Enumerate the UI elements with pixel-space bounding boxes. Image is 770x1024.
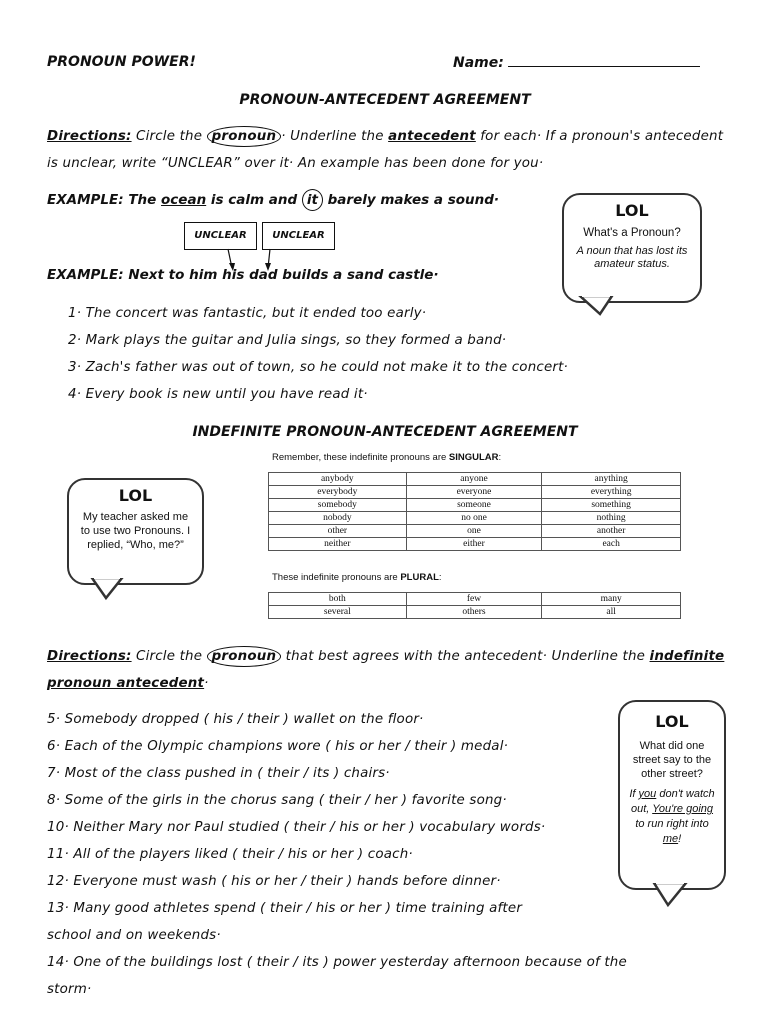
directions-text: Circle the (131, 129, 207, 144)
plural-pronoun-table (268, 592, 681, 619)
pronoun-cell: another (542, 525, 681, 538)
bubble-1-tail (578, 296, 618, 318)
lol-heading: LOL (118, 486, 153, 505)
exercise-item-continuation: school and on weekends· (47, 928, 221, 943)
example-text: builds a sand castle· (277, 267, 439, 283)
pronoun-cell: either (406, 538, 542, 551)
pronoun-cell: no one (406, 512, 542, 525)
pronoun-cell: anybody (269, 473, 407, 486)
pronoun-cell: other (269, 525, 407, 538)
note-text: These indefinite pronouns are (272, 572, 401, 583)
worksheet-title: PRONOUN POWER! (47, 54, 196, 70)
pronoun-cell: neither (269, 538, 407, 551)
note-keyword: PLURAL (400, 572, 439, 583)
joke-text-underlined: You're going (652, 803, 714, 815)
lol-bubble-2 (67, 478, 204, 585)
example-label: EXAMPLE: (47, 192, 124, 208)
bubble-3-tail (652, 883, 692, 909)
pronoun-table-row (269, 606, 681, 619)
pronoun-cell: both (269, 593, 407, 606)
pronoun-table-row (269, 538, 681, 551)
exercise-item: 1· The concert was fantastic, but it ended too early· (68, 306, 427, 321)
pronoun-cell: someone (406, 499, 542, 512)
bubble-2-tail (90, 578, 130, 602)
tail-mask (656, 883, 684, 884)
lol-bubble-3 (618, 700, 726, 890)
pronoun-cell: somebody (269, 499, 407, 512)
example-antecedent: dad (249, 267, 278, 283)
directions-1-line2: is unclear, write “UNCLEAR” over it· An example has been done for you· (47, 156, 544, 171)
tail-mask (582, 296, 610, 297)
directions-label: Directions: (47, 129, 132, 144)
note-text: : (438, 572, 442, 583)
exercise-item: 6· Each of the Olympic champions wore ( his or her / their ) medal· (47, 739, 509, 754)
exercise-item: 11· All of the players liked ( their / his or her ) coach· (47, 847, 413, 862)
lol-bubble-1 (562, 193, 702, 303)
tail-shape (92, 578, 122, 598)
exercise-item: 5· Somebody dropped ( his / their ) wallet on the floor· (47, 712, 424, 727)
pronoun-table-row (269, 525, 681, 538)
directions-2 (47, 643, 727, 697)
pronoun-cell: others (406, 606, 542, 619)
tail-shape (580, 296, 612, 314)
exercise-item: 12· Everyone must wash ( his or her / their ) hands before dinner· (47, 874, 501, 889)
example-text: Next to him (123, 267, 223, 283)
joke-text: to run right into (635, 818, 709, 830)
unclear-box-2: UNCLEAR (262, 222, 335, 250)
example-2 (47, 267, 439, 283)
joke-text: ! (678, 833, 682, 845)
exercise-list-1 (68, 300, 568, 408)
pronoun-table-row (269, 473, 681, 486)
directions-text: · (204, 676, 209, 691)
pronoun-cell: anyone (406, 473, 542, 486)
singular-note (272, 452, 501, 463)
name-label: Name: (453, 55, 504, 71)
exercise-item: 10· Neither Mary nor Paul studied ( their / his or her ) vocabulary words· (47, 820, 546, 835)
pronoun-cell: many (542, 593, 681, 606)
exercise-item: 3· Zach's father was out of town, so he could not make it to the concert· (68, 360, 568, 375)
example-pronoun: his (222, 267, 245, 283)
directions-text: that best agrees with the antecedent· Underline the (281, 649, 650, 664)
exercise-item-continuation: storm· (47, 982, 92, 997)
directions-text: Circle the (131, 649, 207, 664)
pronoun-cell: all (542, 606, 681, 619)
exercise-item: 2· Mark plays the guitar and Julia sings, so they formed a band· (68, 333, 507, 348)
joke-text: My teacher asked me to use two Pronouns. I replied, “Who, me?” (80, 511, 191, 551)
unclear-box-1: UNCLEAR (184, 222, 257, 250)
example-text: The (123, 192, 162, 208)
plural-note (272, 572, 442, 583)
joke-text-underlined: me (662, 833, 679, 845)
singular-pronoun-table (268, 472, 681, 551)
section-heading-indefinite: INDEFINITE PRONOUN-ANTECEDENT AGREEMENT (192, 424, 578, 440)
section-heading-agreement: PRONOUN-ANTECEDENT AGREEMENT (239, 92, 531, 108)
exercise-item: 8· Some of the girls in the chorus sang ( their / her ) favorite song· (47, 793, 507, 808)
pronoun-table-row (269, 499, 681, 512)
pronoun-cell: several (269, 606, 407, 619)
exercise-item: 7· Most of the class pushed in ( their / its ) chairs· (47, 766, 390, 781)
tail-mask (94, 578, 120, 579)
exercise-item: 4· Every book is new until you have read it· (68, 387, 368, 402)
lol-heading: LOL (655, 712, 689, 731)
directions-2-line2 (47, 670, 727, 697)
exercise-list-2 (47, 706, 707, 1003)
directions-label: Directions: (47, 649, 132, 664)
pronoun-table-row (269, 486, 681, 499)
lol-heading: LOL (615, 201, 649, 220)
pronoun-circled: pronoun (207, 646, 282, 667)
pronoun-table-row (269, 593, 681, 606)
pronoun-cell: nothing (542, 512, 681, 525)
joke-text-underlined: you (638, 788, 657, 800)
joke-question: What did one street say to the other street? (632, 740, 712, 780)
joke-answer: A noun that has lost its amateur status. (576, 245, 688, 270)
joke-text: If (629, 788, 639, 800)
pronoun-cell: everyone (406, 486, 542, 499)
note-text: : (498, 452, 502, 463)
pronoun-table-row (269, 512, 681, 525)
directions-text: · Underline the (281, 129, 389, 144)
joke-text: don't watch out, (630, 788, 715, 815)
exercise-item: 13· Many good athletes spend ( their / his or her ) time training after (47, 901, 523, 916)
pronoun-cell: nobody (269, 512, 407, 525)
pronoun-cell: few (406, 593, 542, 606)
antecedent-underlined: antecedent (388, 129, 476, 144)
indefinite-underlined: indefinite (649, 649, 725, 664)
tail-shape (654, 883, 686, 905)
pronoun-antecedent-underlined: pronoun antecedent (47, 676, 205, 691)
example-text: is calm and (206, 192, 302, 208)
pronoun-cell: anything (542, 473, 681, 486)
pronoun-cell: everybody (269, 486, 407, 499)
exercise-item: 14· One of the buildings lost ( their / its ) power yesterday afternoon because of the (47, 955, 627, 970)
example-label: EXAMPLE: (47, 267, 124, 283)
pronoun-circled: pronoun (207, 126, 282, 147)
example-text: barely makes a sound· (322, 192, 500, 208)
joke-question: What's a Pronoun? (583, 227, 681, 239)
note-keyword: SINGULAR (448, 452, 499, 463)
directions-text: for each· If a pronoun's antecedent (475, 129, 724, 144)
pronoun-cell: each (542, 538, 681, 551)
joke-answer (620, 787, 724, 847)
pronoun-cell: one (406, 525, 542, 538)
directions-2-line1 (47, 643, 727, 670)
example-antecedent: ocean (161, 192, 207, 208)
example-pronoun-circled: it (302, 189, 323, 211)
pronoun-cell: something (542, 499, 681, 512)
pronoun-cell: everything (542, 486, 681, 499)
note-text: Remember, these indefinite pronouns are (272, 452, 449, 463)
